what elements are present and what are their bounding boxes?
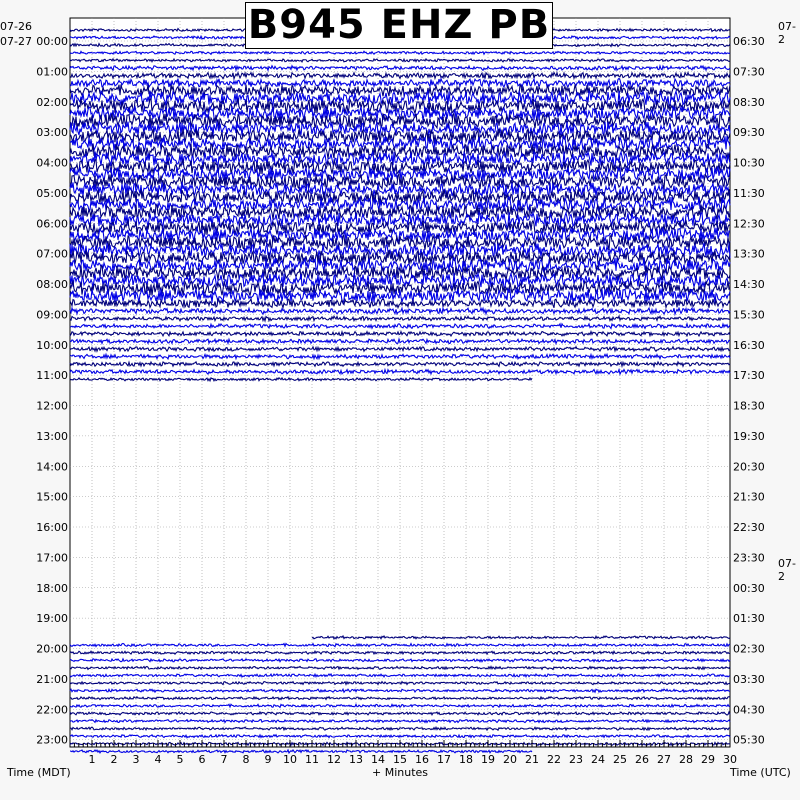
right-hour-label: 02:30: [733, 642, 765, 656]
x-tick-label: 20: [503, 753, 517, 766]
x-tick-label: 18: [459, 753, 473, 766]
right-hour-label: 14:30: [733, 278, 765, 291]
left-date-label-second: 07-27: [0, 35, 32, 48]
right-hour-label: 20:30: [733, 460, 765, 474]
left-hour-label: 16:00: [36, 521, 68, 534]
right-hour-label: 04:30: [733, 703, 765, 717]
x-tick-label: 14: [371, 753, 385, 766]
x-tick-label: 7: [220, 753, 228, 766]
right-hour-label: 07:30: [733, 65, 765, 79]
left-hour-label: 10:00: [36, 338, 68, 352]
left-hour-label: 22:00: [36, 703, 68, 717]
left-hour-label: 00:00: [36, 35, 68, 48]
x-tick-label: 12: [327, 753, 341, 766]
x-tick-label: 11: [305, 753, 319, 766]
x-tick-label: 25: [613, 753, 627, 766]
right-hour-label: 11:30: [733, 186, 765, 200]
x-tick-label: 30: [723, 753, 737, 766]
left-hour-label: 03:00: [36, 126, 68, 140]
y-axis-right-title: Time (UTC): [730, 766, 791, 779]
left-hour-label: 07:00: [36, 247, 68, 261]
x-tick-label: 6: [198, 753, 206, 766]
x-tick-label: 21: [525, 753, 539, 766]
right-hour-label: 13:30: [733, 247, 765, 261]
x-tick-label: 10: [283, 753, 297, 766]
x-tick-label: 13: [349, 753, 363, 766]
x-tick-label: 3: [132, 753, 140, 766]
left-hour-label: 12:00: [36, 399, 68, 413]
right-hour-label: 18:30: [733, 399, 765, 413]
left-hour-label: 02:00: [36, 95, 68, 109]
left-hour-label: 01:00: [36, 65, 68, 79]
right-hour-label: 08:30: [733, 95, 765, 109]
left-hour-label: 23:00: [36, 733, 68, 747]
x-tick-label: 22: [547, 753, 561, 766]
x-tick-label: 5: [176, 753, 184, 766]
x-tick-label: 24: [591, 753, 605, 766]
x-tick-label: 8: [242, 753, 250, 766]
right-hour-label: 17:30: [733, 369, 765, 383]
left-hour-label: 04:00: [36, 156, 68, 170]
left-hour-label: 11:00: [36, 369, 68, 383]
y-axis-left-title: Time (MDT): [7, 766, 71, 779]
left-hour-label: 15:00: [36, 490, 68, 504]
right-hour-label: 05:30: [733, 733, 765, 747]
x-tick-label: 4: [154, 753, 162, 766]
left-hour-label: 13:00: [36, 429, 68, 443]
x-axis-title: + Minutes: [372, 766, 429, 779]
left-hour-label: 14:00: [36, 460, 68, 474]
right-hour-label: 12:30: [733, 217, 765, 231]
left-hour-label: 05:00: [36, 186, 68, 200]
x-tick-label: 16: [415, 753, 429, 766]
right-hour-label: 09:30: [733, 126, 765, 140]
right-hour-label: 06:30: [733, 35, 765, 48]
right-hour-label: 22:30: [733, 521, 765, 534]
right-date-label-second: 07-2: [778, 557, 796, 583]
right-hour-label: 00:30: [733, 581, 765, 595]
x-tick-label: 23: [569, 753, 583, 766]
left-hour-label: 18:00: [36, 581, 68, 595]
left-hour-label: 09:00: [36, 308, 68, 322]
right-hour-label: 03:30: [733, 672, 765, 686]
left-hour-label: 17:00: [36, 551, 68, 565]
right-hour-label: 15:30: [733, 308, 765, 322]
x-tick-label: 1: [88, 753, 96, 766]
x-tick-label: 26: [635, 753, 649, 766]
left-hour-label: 19:00: [36, 612, 68, 626]
left-date-label-first: 07-26: [0, 20, 32, 33]
right-hour-label: 23:30: [733, 551, 765, 565]
chart-title: B945 EHZ PB: [245, 2, 553, 49]
x-tick-label: 28: [679, 753, 693, 766]
right-date-label-first: 07-2: [778, 20, 796, 46]
x-tick-label: 29: [701, 753, 715, 766]
x-tick-label: 17: [437, 753, 451, 766]
x-tick-label: 9: [264, 753, 272, 766]
right-hour-label: 21:30: [733, 490, 765, 504]
right-hour-label: 10:30: [733, 156, 765, 170]
left-hour-label: 20:00: [36, 642, 68, 656]
right-hour-label: 16:30: [733, 338, 765, 352]
x-tick-label: 27: [657, 753, 671, 766]
right-hour-label: 19:30: [733, 429, 765, 443]
left-hour-label: 06:00: [36, 217, 68, 231]
x-tick-label: 19: [481, 753, 495, 766]
left-hour-label: 08:00: [36, 278, 68, 291]
left-hour-label: 21:00: [36, 672, 68, 686]
x-tick-label: 2: [110, 753, 118, 766]
right-hour-label: 01:30: [733, 612, 765, 626]
x-tick-label: 15: [393, 753, 407, 766]
